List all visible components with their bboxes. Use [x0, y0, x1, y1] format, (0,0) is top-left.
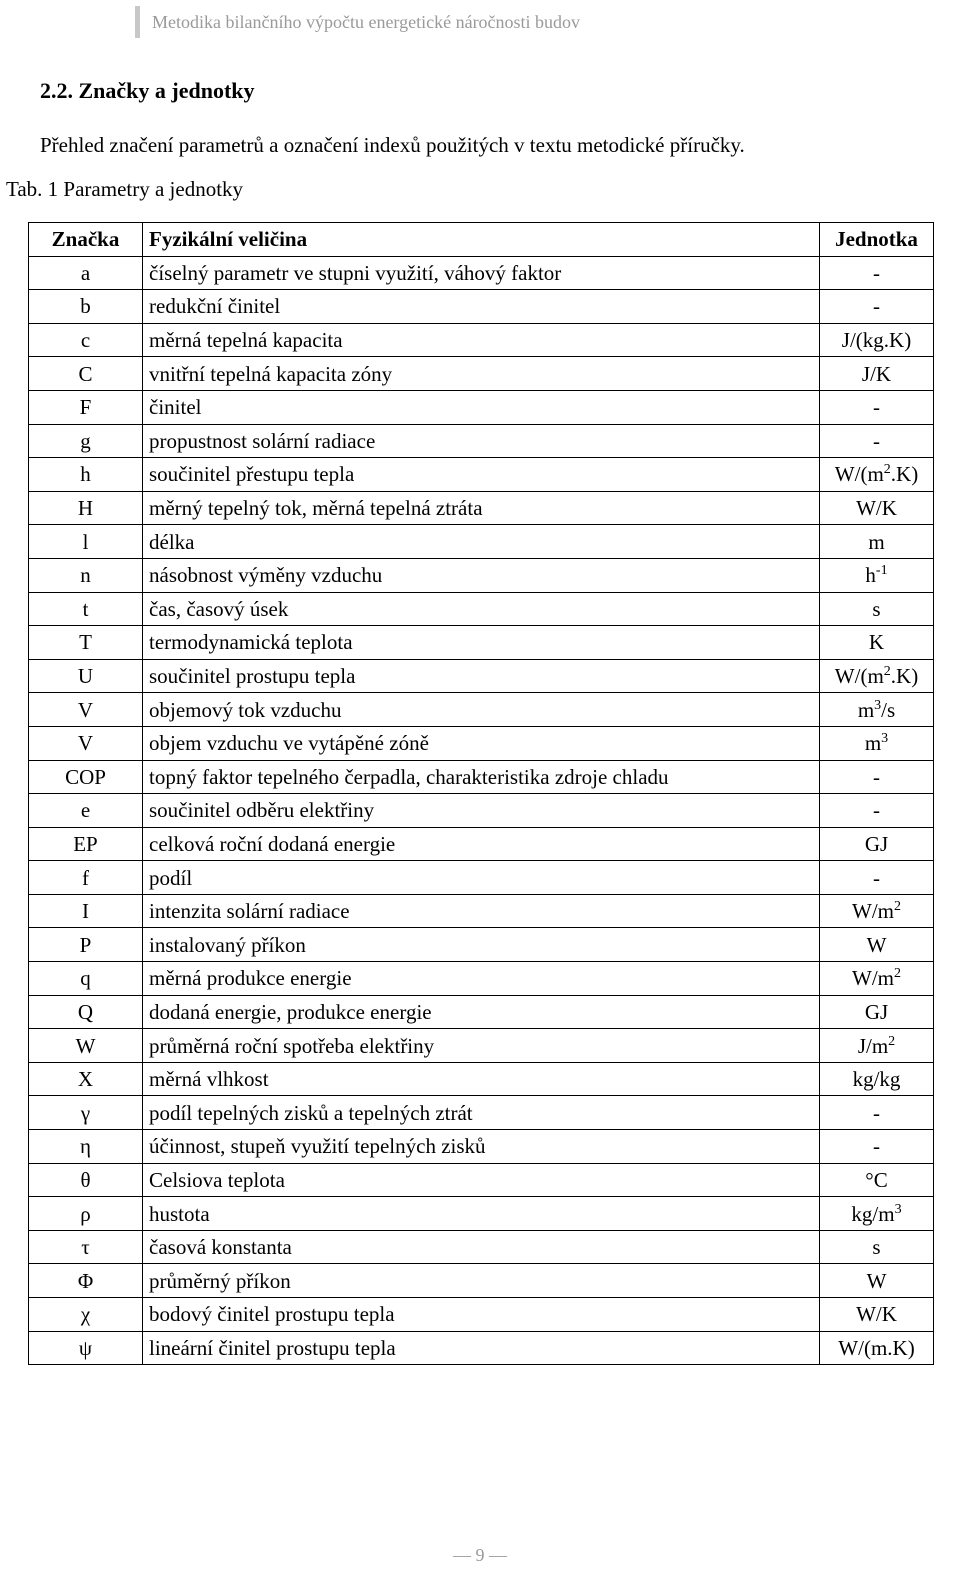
row-quantity: Celsiova teplota [143, 1163, 820, 1197]
table-row [29, 626, 934, 660]
row-unit [820, 1163, 934, 1197]
row-quantity: vnitřní tepelná kapacita zóny [143, 357, 820, 391]
row-symbol: Φ [29, 1264, 143, 1298]
row-symbol: U [29, 659, 143, 693]
row-symbol: t [29, 592, 143, 626]
unit-exponent: 3 [874, 697, 882, 713]
unit-base: - [873, 764, 880, 789]
row-symbol: a [29, 256, 143, 290]
unit-base: - [873, 865, 880, 890]
row-unit [820, 323, 934, 357]
row-quantity: číselný parametr ve stupni využití, váhový faktor [143, 256, 820, 290]
row-unit [820, 760, 934, 794]
unit-base: s [872, 596, 881, 621]
row-symbol: X [29, 1062, 143, 1096]
table-row [29, 894, 934, 928]
row-unit [820, 726, 934, 760]
row-quantity: časová konstanta [143, 1230, 820, 1264]
unit-exponent: 2 [894, 966, 901, 982]
row-unit [820, 592, 934, 626]
table-row [29, 458, 934, 492]
row-quantity: podíl [143, 861, 820, 895]
row-unit [820, 794, 934, 828]
row-quantity: dodaná energie, produkce energie [143, 995, 820, 1029]
row-symbol: f [29, 861, 143, 895]
row-quantity: objemový tok vzduchu [143, 693, 820, 727]
unit-base: K [868, 630, 885, 655]
unit-base: W/K [856, 496, 897, 521]
row-unit [820, 1096, 934, 1130]
row-quantity: násobnost výměny vzduchu [143, 558, 820, 592]
row-unit [820, 894, 934, 928]
row-unit [820, 827, 934, 861]
row-unit [820, 558, 934, 592]
row-unit [820, 525, 934, 559]
row-symbol: γ [29, 1096, 143, 1130]
unit-base: J/m [857, 1033, 889, 1058]
unit-exponent: 2 [888, 1033, 896, 1049]
row-unit [820, 626, 934, 660]
row-unit [820, 458, 934, 492]
row-symbol: c [29, 323, 143, 357]
unit-base: kg/m [851, 1201, 895, 1226]
row-symbol: h [29, 458, 143, 492]
table-row [29, 760, 934, 794]
row-quantity: čas, časový úsek [143, 592, 820, 626]
table-row [29, 256, 934, 290]
row-unit [820, 424, 934, 458]
unit-base: W/(m [834, 462, 884, 487]
row-symbol: W [29, 1029, 143, 1063]
row-quantity: celková roční dodaná energie [143, 827, 820, 861]
table-row [29, 726, 934, 760]
unit-base: kg/kg [852, 1067, 901, 1092]
table-row [29, 962, 934, 996]
row-symbol: b [29, 290, 143, 324]
row-symbol: θ [29, 1163, 143, 1197]
row-symbol: P [29, 928, 143, 962]
table-row [29, 659, 934, 693]
row-quantity: lineární činitel prostupu tepla [143, 1331, 820, 1365]
unit-base: W/m [852, 899, 894, 924]
row-quantity: instalovaný příkon [143, 928, 820, 962]
row-quantity: redukční činitel [143, 290, 820, 324]
table-row [29, 1298, 934, 1332]
table-body [29, 256, 934, 1365]
unit-base: m [864, 731, 882, 756]
unit-base: - [873, 294, 880, 319]
row-quantity: topný faktor tepelného čerpadla, charakteristika zdroje chladu [143, 760, 820, 794]
unit-base: W/K [856, 1302, 897, 1327]
unit-base: - [873, 260, 880, 285]
row-quantity: měrná vlhkost [143, 1062, 820, 1096]
row-quantity: měrná produkce energie [143, 962, 820, 996]
unit-base: m [868, 529, 885, 554]
row-unit [820, 1264, 934, 1298]
row-symbol: χ [29, 1298, 143, 1332]
table-row [29, 1264, 934, 1298]
table-header-row [29, 223, 934, 257]
row-symbol: l [29, 525, 143, 559]
row-unit [820, 995, 934, 1029]
table-row [29, 827, 934, 861]
row-quantity: průměrná roční spotřeba elektřiny [143, 1029, 820, 1063]
unit-base: - [873, 395, 880, 420]
section-title: 2.2. Značky a jednotky [40, 78, 255, 103]
table-row [29, 390, 934, 424]
row-symbol: F [29, 390, 143, 424]
row-symbol: q [29, 962, 143, 996]
row-symbol: V [29, 693, 143, 727]
header-unit: Jednotka [820, 223, 934, 257]
row-quantity: součinitel přestupu tepla [143, 458, 820, 492]
row-unit [820, 256, 934, 290]
row-unit [820, 693, 934, 727]
row-symbol: H [29, 491, 143, 525]
table-row [29, 1062, 934, 1096]
unit-base: W/m [852, 966, 894, 991]
row-unit [820, 928, 934, 962]
unit-exponent: 2 [883, 664, 891, 680]
table-row [29, 928, 934, 962]
unit-suffix: .K) [890, 664, 919, 689]
row-symbol: V [29, 726, 143, 760]
table-row [29, 693, 934, 727]
unit-suffix: /s [881, 697, 896, 722]
unit-base: - [873, 428, 880, 453]
row-unit [820, 1029, 934, 1063]
table-row [29, 1029, 934, 1063]
unit-base: J/(kg.K) [841, 328, 912, 353]
row-symbol: g [29, 424, 143, 458]
table-row [29, 525, 934, 559]
row-unit [820, 1298, 934, 1332]
row-quantity: průměrný příkon [143, 1264, 820, 1298]
table-row [29, 357, 934, 391]
unit-base: - [873, 798, 880, 823]
unit-base: - [873, 1100, 880, 1125]
row-unit [820, 491, 934, 525]
row-symbol: τ [29, 1230, 143, 1264]
table-row [29, 1197, 934, 1231]
table-row [29, 1096, 934, 1130]
unit-base: W [866, 932, 887, 957]
page-number: — 9 — [453, 1545, 507, 1565]
unit-suffix: .K) [890, 462, 919, 487]
table-row [29, 491, 934, 525]
row-quantity: termodynamická teplota [143, 626, 820, 660]
row-unit [820, 1062, 934, 1096]
unit-exponent: 3 [881, 731, 889, 747]
row-unit [820, 390, 934, 424]
row-unit [820, 357, 934, 391]
row-quantity: objem vzduchu ve vytápěné zóně [143, 726, 820, 760]
table-row [29, 290, 934, 324]
table-row [29, 1230, 934, 1264]
table-row [29, 1163, 934, 1197]
unit-exponent: 2 [894, 899, 901, 915]
row-quantity: činitel [143, 390, 820, 424]
unit-base: - [873, 1134, 880, 1159]
unit-base: m [857, 697, 875, 722]
row-unit [820, 962, 934, 996]
unit-base: GJ [864, 999, 889, 1024]
table-row [29, 995, 934, 1029]
header-quantity: Fyzikální veličina [143, 223, 820, 257]
table-row [29, 861, 934, 895]
table-caption: Tab. 1 Parametry a jednotky [6, 177, 244, 201]
row-symbol: I [29, 894, 143, 928]
row-symbol: n [29, 558, 143, 592]
row-quantity: propustnost solární radiace [143, 424, 820, 458]
intro-paragraph: Přehled značení parametrů a označení indexů použitých v textu metodické příručky. [40, 133, 745, 157]
row-quantity: součinitel prostupu tepla [143, 659, 820, 693]
row-quantity: délka [143, 525, 820, 559]
unit-exponent: 3 [894, 1201, 902, 1217]
unit-base: W [866, 1268, 887, 1293]
unit-exponent: 2 [883, 462, 891, 478]
unit-base: h [865, 563, 876, 588]
row-unit [820, 659, 934, 693]
unit-base: °C [865, 1167, 888, 1192]
row-unit [820, 1331, 934, 1365]
row-quantity: účinnost, stupeň využití tepelných zisků [143, 1130, 820, 1164]
table-row [29, 1130, 934, 1164]
row-quantity: hustota [143, 1197, 820, 1231]
table-row [29, 592, 934, 626]
running-header: Metodika bilančního výpočtu energetické náročnosti budov [135, 6, 580, 38]
row-unit [820, 1130, 934, 1164]
table-row [29, 794, 934, 828]
row-quantity: měrný tepelný tok, měrná tepelná ztráta [143, 491, 820, 525]
row-unit [820, 1197, 934, 1231]
row-symbol: Q [29, 995, 143, 1029]
unit-base: W/(m.K) [838, 1335, 915, 1360]
row-symbol: η [29, 1130, 143, 1164]
row-unit [820, 861, 934, 895]
row-unit [820, 290, 934, 324]
unit-base: GJ [864, 831, 889, 856]
row-quantity: součinitel odběru elektřiny [143, 794, 820, 828]
unit-base: W/(m [834, 664, 884, 689]
table-row [29, 1331, 934, 1365]
row-quantity: podíl tepelných zisků a tepelných ztrát [143, 1096, 820, 1130]
unit-exponent: -1 [875, 563, 888, 579]
row-unit [820, 1230, 934, 1264]
table-row [29, 424, 934, 458]
table-row [29, 558, 934, 592]
row-symbol: C [29, 357, 143, 391]
row-symbol: EP [29, 827, 143, 861]
row-symbol: COP [29, 760, 143, 794]
unit-base: s [872, 1235, 881, 1260]
parameters-table [28, 222, 934, 1365]
row-symbol: ρ [29, 1197, 143, 1231]
row-quantity: bodový činitel prostupu tepla [143, 1298, 820, 1332]
table-row [29, 323, 934, 357]
unit-base: J/K [861, 361, 892, 386]
row-quantity: intenzita solární radiace [143, 894, 820, 928]
row-quantity: měrná tepelná kapacita [143, 323, 820, 357]
row-symbol: e [29, 794, 143, 828]
row-symbol: ψ [29, 1331, 143, 1365]
row-symbol: T [29, 626, 143, 660]
page-number-value: 9 [475, 1545, 485, 1565]
header-symbol: Značka [29, 223, 143, 257]
